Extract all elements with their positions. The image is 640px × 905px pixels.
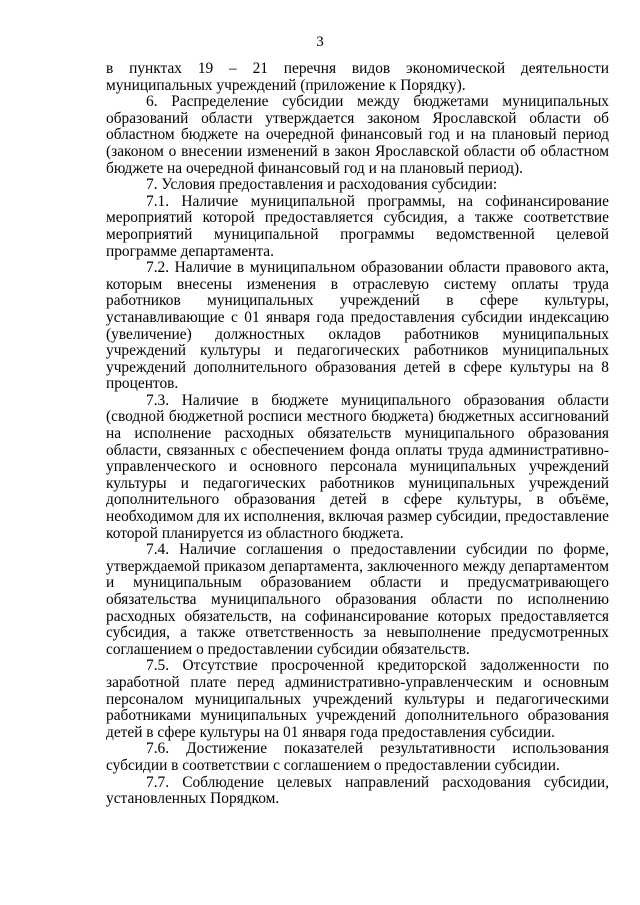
paragraph-7-5: 7.5. Отсутствие просроченной кредиторской задолженности по заработной плате перед административно-управленческим и основным персоналом муниципальных учреждений культуры и педагогическими работниками муниципальных учреждений дополнительного образования детей в сфере культуры на 01 января года предоставления субсидии. — [106, 657, 609, 741]
paragraph-7-4: 7.4. Наличие соглашения о предоставлении субсидии по форме, утверждаемой приказом департамента, заключенного между департаментом и муниципальным образованием области и предусматривающего обязательства муниципального образования области по исполнению расходных обязательств, на софинансирование которых предоставляется субсидия, а также ответственность за невыполнение предусмотренных соглашением о предоставлении субсидии обязательств. — [106, 541, 609, 658]
paragraph-7-7: 7.7. Соблюдение целевых направлений расходования субсидии, установленных Порядком. — [106, 773, 609, 808]
page-number: 3 — [316, 34, 324, 50]
paragraph-7-1: 7.1. Наличие муниципальной программы, на софинансирование мероприятий которой предоставляется субсидия, а также соответствие мероприятий муниципальной программы ведомственной целевой программе департамента. — [106, 192, 609, 260]
paragraph-7-conditions-heading: 7. Условия предоставления и расходования субсидии: — [146, 176, 498, 194]
paragraph-7-2: 7.2. Наличие в муниципальном образовании области правового акта, которым внесены изменения в отраслевую систему оплаты труда работников муниципальных учреждений в сфере культуры, устанавливающие с 01 января года предоставления субсидии индексацию (увеличение) должностных окладов работников муниципальных учреждений культуры и педагогических работников муниципальных учреждений дополнительного образования детей в сфере культуры на 8 процентов. — [106, 259, 609, 393]
document-body — [106, 61, 609, 808]
paragraph-7-6: 7.6. Достижение показателей результативности использования субсидии в соответствии с соглашением о предоставлении субсидии. — [106, 740, 609, 774]
paragraph-7-3: 7.3. Наличие в бюджете муниципального образования области (сводной бюджетной росписи местного бюджета) бюджетных ассигнований на исполнение расходных обязательств муниципального образования области, связанных с обеспечением фонда оплаты труда административно-управленческого и основного персонала муниципальных учреждений культуры и педагогических работников муниципальных учреждений дополнительного образования детей в сфере культуры, в объёме, необходимом для их исполнения, включая размер субсидии, предоставление которой планируется из областного бюджета. — [106, 391, 609, 542]
paragraph-continuation: в пунктах 19 – 21 перечня видов экономической деятельности муниципальных учреждений (приложение к Порядку). — [106, 60, 609, 94]
paragraph-6-distribution: 6. Распределение субсидии между бюджетами муниципальных образований области утверждается законом Ярославской области об областном бюджете на очередной финансовый год и на плановый период (законом о внесении изменений в закон Ярославской области об областном бюджете на очередной финансовый год и на плановый период). — [106, 93, 609, 177]
